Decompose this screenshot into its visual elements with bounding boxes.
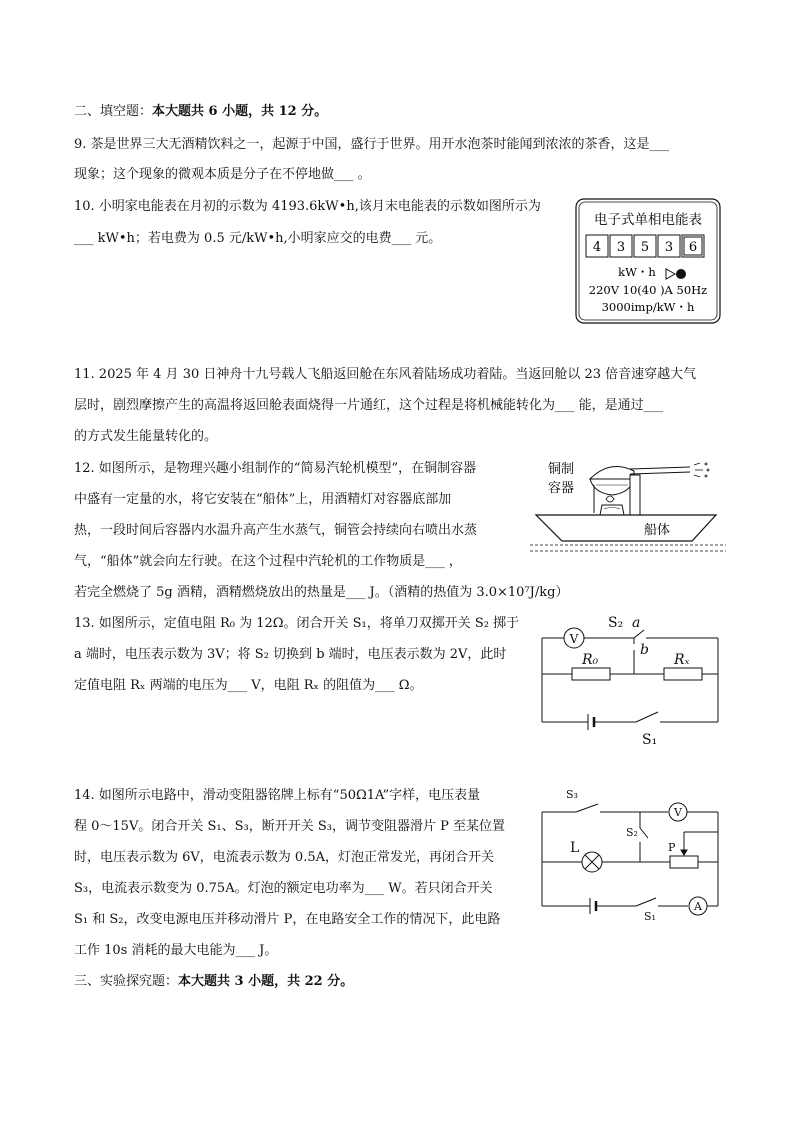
c13-r0-resistor [572,668,610,680]
electric-meter-figure [575,198,721,328]
q11-line-2: 层时，剧烈摩擦产生的高温将返回舱表面烧得一片通红，这个过程是将机械能转化为___ 能，是通过___ [74,398,664,413]
c14-s1-label: S₁ [644,910,656,922]
q14-line-4: S₃，电流表示数变为 0.75A。灯泡的额定电功率为___ W。若只闭合开关 [74,881,493,896]
c13-a-label: a [632,615,641,631]
c14-rheostat [670,856,698,868]
q13-line-2: a 端时，电压表示数为 3V；将 S₂ 切换到 b 端时，电压表示数为 2V，此时 [74,647,507,662]
q9-line-2: 现象；这个现象的微观本质是分子在不停地做___ 。 [74,167,371,182]
q9-line-1: 9. 茶是世界三大无酒精饮料之一，起源于中国，盛行于世界。用开水泡茶时能闻到浓浓的茶香，这是___ [74,137,670,152]
q14-line-2: 程 0～15V。闭合开关 S₁、S₃，断开开关 S₃，调节变阻器滑片 P 至某位置 [74,819,505,834]
q14-line-5: S₁ 和 S₂，改变电源电压并移动滑片 P，在电路安全工作的情况下，此电路 [74,912,501,927]
c14-s3-label: S₃ [566,788,578,801]
steam-boat-figure [530,455,726,565]
boat-label-container: 容器 [548,481,575,496]
meter-unit: kW・h [618,265,656,279]
c13-s1-label: S₁ [642,732,658,748]
meter-digit-2: 3 [616,240,626,255]
q13-line-3: 定值电阻 Rₓ 两端的电压为___ V，电阻 Rₓ 的阻值为___ Ω。 [74,678,423,693]
c13-voltmeter-label: V [569,632,579,646]
circuit-13-figure [536,612,726,754]
q12-line-2: 中盛有一定量的水，将它安装在“船体”上，用酒精灯对容器底部加 [74,492,452,507]
meter-title: 电子式单相电能表 [594,212,702,228]
q12-line-4: 气，“船体”就会向左行驶。在这个过程中汽轮机的工作物质是___ ， [74,554,462,569]
meter-spec-1: 220V 10(40 )A 50Hz [588,283,708,297]
section-bold: 本大题共 6 小题，共 12 分。 [152,104,328,119]
c13-rx-label: Rₓ [674,652,690,668]
section-heading-experiment [74,973,353,991]
c14-ammeter-label: A [694,900,702,913]
section-bold: 本大题共 3 小题，共 22 分。 [178,974,354,989]
meter-digit-3: 5 [640,240,650,255]
q12-line-1: 12. 如图所示，是物理兴趣小组制作的“简易汽轮机模型”，在铜制容器 [74,461,477,476]
q12-line-3: 热，一段时间后容器内水温升高产生水蒸气，铜管会持续向右喷出水蒸 [74,523,478,538]
q11-line-1: 11. 2025 年 4 月 30 日神舟十九号载人飞船返回舱在东风着陆场成功着陆。当返回舱以 23 倍音速穿越大气 [74,367,697,382]
c14-voltmeter-label: V [674,806,682,819]
section-prefix: 二、填空题： [74,104,153,119]
circuit-14-figure [536,784,726,926]
c14-slider-label: P [668,841,676,854]
c13-r0-label: R₀ [582,652,599,668]
alcohol-lamp-icon [600,496,624,515]
c14-lamp-label: L [570,840,580,856]
c13-b-label: b [640,642,649,658]
meter-digit-4: 3 [664,240,674,255]
q10-line-1: 10. 小明家电能表在月初的示数为 4193.6kW•h,该月末电能表的示数如图所示为 [74,199,541,214]
c13-rx-resistor [664,668,702,680]
steam-icon [694,463,709,477]
q14-line-3: 时，电压表示数为 6V，电流表示数为 0.5A，灯泡正常发光，再闭合开关 [74,850,494,865]
q11-line-3: 的方式发生能量转化的。 [74,429,218,444]
boat-label-copper: 铜制 [548,462,575,477]
q14-line-6: 工作 10s 消耗的最大电能为___ J。 [74,943,278,958]
c13-s2-label: S₂ [608,615,624,631]
boat-hull-label: 船体 [644,523,671,538]
q10-line-2: ___ kW•h；若电费为 0.5 元/kW•h,小明家应交的电费___ 元。 [74,231,442,246]
meter-spec-2: 3000imp/kW・h [601,300,695,314]
q14-line-1: 14. 如图所示电路中，滑动变阻器铭牌上标有“50Ω1A”字样，电压表量 [74,788,481,803]
meter-digit-5: 6 [688,240,698,255]
q12-line-5: 若完全燃烧了 5g 酒精，酒精燃烧放出的热量是___ J。（酒精的热值为 3.0×10⁷J/kg） [74,585,569,600]
c14-s2-label: S₂ [626,826,638,839]
section-prefix: 三、实验探究题： [74,974,179,989]
meter-digit-1: 4 [592,240,602,255]
section-heading-fill-blank [74,103,327,121]
q13-line-1: 13. 如图所示，定值电阻 R₀ 为 12Ω。闭合开关 S₁，将单刀双掷开关 S₂ 掷于 [74,616,520,631]
